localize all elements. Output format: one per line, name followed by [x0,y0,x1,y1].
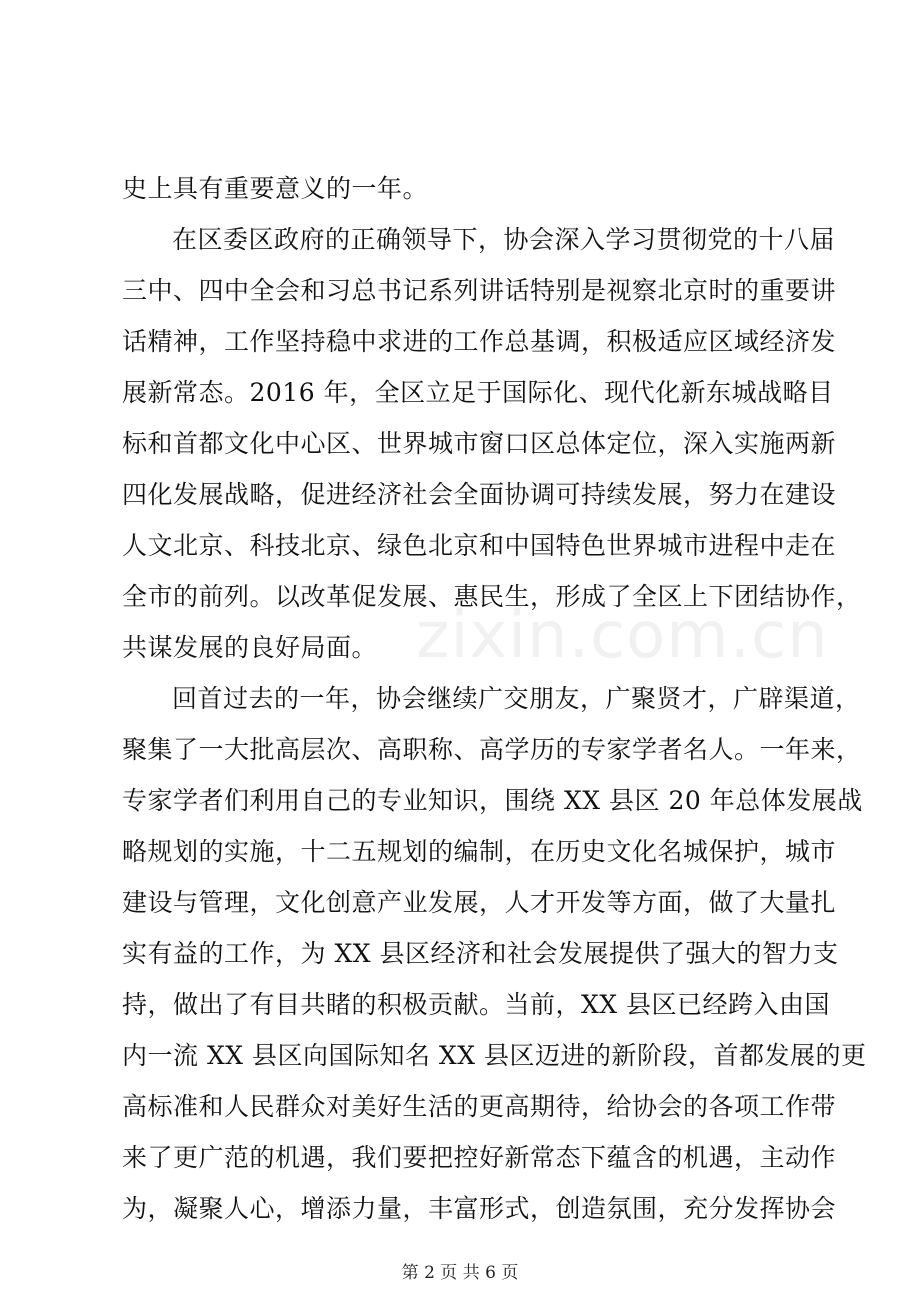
text-line: 人文北京、科技北京、绿色北京和中国特色世界城市进程中走在 [122,531,837,560]
text-line: 共谋发展的良好局面。 [122,633,378,662]
text-line: 在区委区政府的正确领导下，协会深入学习贯彻党的十八届 [172,225,836,254]
text-line: 高标准和人民群众对美好生活的更高期待，给协会的各项工作带 [122,1092,837,1121]
text-line: 实有益的工作，为 XX 县区经济和社会发展提供了强大的智力支 [122,939,839,968]
text-line: 三中、四中全会和习总书记系列讲话特别是视察北京时的重要讲 [122,276,837,305]
text-line: 内一流 XX 县区向国际知名 XX 县区迈进的新阶段，首都发展的更 [122,1041,867,1070]
text-line: 四化发展战略，促进经济社会全面协调可持续发展，努力在建设 [122,480,837,509]
text-line: 来了更广范的机遇，我们要把控好新常态下蕴含的机遇，主动作 [122,1143,837,1172]
text-line: 为，凝聚人心，增添力量，丰富形式，创造氛围，充分发挥协会 [122,1194,837,1223]
text-line: 回首过去的一年，协会继续广交朋友，广聚贤才，广辟渠道， [172,684,861,713]
text-line: 略规划的实施，十二五规划的编制，在历史文化名城保护，城市 [122,837,837,866]
text-line: 标和首都文化中心区、世界城市窗口区总体定位，深入实施两新 [122,429,837,458]
text-line: 持，做出了有目共睹的积极贡献。当前，XX 县区已经跨入由国 [122,990,831,1019]
text-line: 全市的前列。以改革促发展、惠民生，形成了全区上下团结协作， [122,582,862,611]
text-line: 聚集了一大批高层次、高职称、高学历的专家学者名人。一年来， [122,735,862,764]
text-line: 话精神，工作坚持稳中求进的工作总基调，积极适应区域经济发 [122,327,837,356]
text-line: 史上具有重要意义的一年。 [122,174,429,203]
text-line: 展新常态。2016 年，全区立足于国际化、现代化新东城战略目 [122,378,834,407]
watermark: zixin.com.cn [416,599,829,673]
text-line: 专家学者们利用自己的专业知识，围绕 XX 县区 20 年总体发展战 [122,786,863,815]
page-number-footer: 第 2 页 共 6 页 [401,1263,519,1283]
text-line: 建设与管理，文化创意产业发展，人才开发等方面，做了大量扎 [122,888,837,917]
